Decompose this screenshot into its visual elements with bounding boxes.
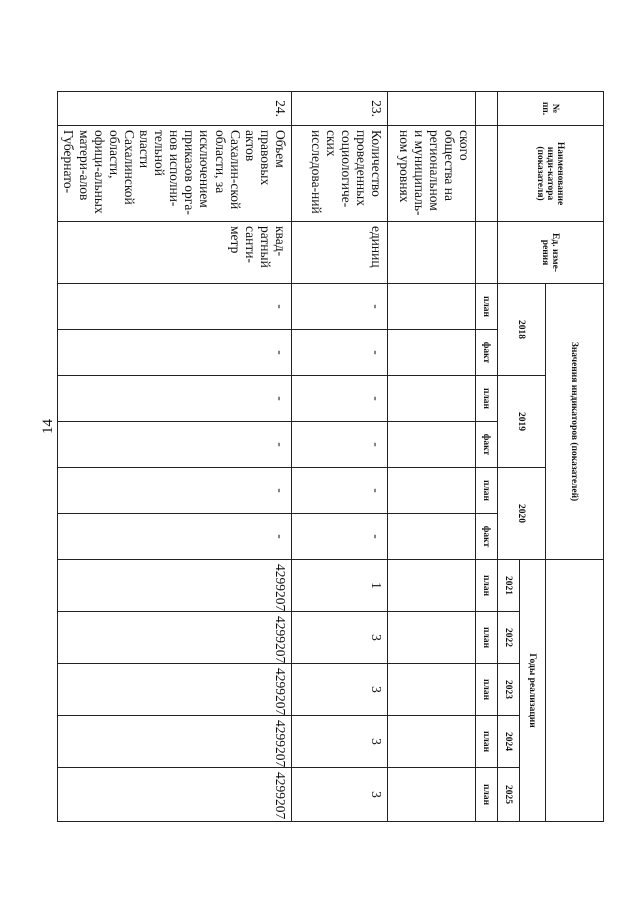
header-2025-plan: план xyxy=(476,768,498,822)
cell-2019-fact xyxy=(388,422,476,468)
header-2020-plan: план xyxy=(476,468,498,514)
header-2020-fact: факт xyxy=(476,514,498,560)
row-unit xyxy=(388,222,476,284)
cell-2022 xyxy=(388,612,476,664)
cell-2021 xyxy=(388,560,476,612)
cell-2019-plan: - xyxy=(292,376,388,422)
header-values-cont xyxy=(546,560,604,822)
cell-2020-plan: - xyxy=(292,468,388,514)
cell-2018-plan xyxy=(388,284,476,330)
cell-2024: 4299207 xyxy=(58,716,292,768)
cell-2025: 4299207 xyxy=(58,768,292,822)
cell-2020-plan: - xyxy=(58,468,292,514)
cell-2020-plan xyxy=(388,468,476,514)
row-num: 24. xyxy=(58,92,292,126)
header-2023: 2023 xyxy=(498,664,520,716)
header-2024-plan: план xyxy=(476,716,498,768)
header-2021-plan: план xyxy=(476,560,498,612)
cell-2019-plan: - xyxy=(58,376,292,422)
table-row xyxy=(58,92,292,822)
cell-2021: 4299207 xyxy=(58,560,292,612)
header-values: Значения индикаторов (показателей) xyxy=(546,284,604,560)
table-row xyxy=(388,92,476,822)
row-num xyxy=(388,92,476,126)
cell-2020-fact: - xyxy=(292,514,388,560)
header-2020: 2020 xyxy=(498,468,546,560)
header-2022-plan: план xyxy=(476,612,498,664)
cell-2018-fact xyxy=(388,330,476,376)
header-2019-fact: факт xyxy=(476,422,498,468)
header-2018: 2018 xyxy=(498,284,546,376)
cell-2019-fact: - xyxy=(58,422,292,468)
cell-2019-plan xyxy=(388,376,476,422)
cell-2024: 3 xyxy=(292,716,388,768)
cell-2022: 4299207 xyxy=(58,612,292,664)
header-unit-blank xyxy=(476,222,498,284)
header-2024: 2024 xyxy=(498,716,520,768)
header-2018-fact: факт xyxy=(476,330,498,376)
row-name: Количество проведенных социологиче-ских исследова-ний xyxy=(292,126,388,222)
header-unit: Ед. изме-рения xyxy=(498,222,604,284)
header-name: Наименование инди-катора (показателя) xyxy=(498,126,604,222)
cell-2025 xyxy=(388,768,476,822)
row-unit: единиц xyxy=(292,222,388,284)
row-unit: квад-ратный санти-метр xyxy=(58,222,292,284)
header-2018-plan: план xyxy=(476,284,498,330)
header-num-blank xyxy=(476,92,498,126)
cell-2019-fact: - xyxy=(292,422,388,468)
row-name: Объем правовых актов Сахалин-ской области, за исключением приказов орга-нов исполни-тельной власти Сахалинской области, офици-альных матери-алов Губернато- xyxy=(58,126,292,222)
header-name-blank xyxy=(476,126,498,222)
cell-2024 xyxy=(388,716,476,768)
header-2025: 2025 xyxy=(498,768,520,822)
cell-2025: 3 xyxy=(292,768,388,822)
header-2023-plan: план xyxy=(476,664,498,716)
cell-2023: 3 xyxy=(292,664,388,716)
table-row xyxy=(292,92,388,822)
header-years: Годы реализации xyxy=(520,560,546,822)
indicators-table xyxy=(57,91,604,822)
cell-2021: 1 xyxy=(292,560,388,612)
header-num: № пп. xyxy=(498,92,604,126)
header-2022: 2022 xyxy=(498,612,520,664)
cell-2018-plan: - xyxy=(58,284,292,330)
cell-2018-plan: - xyxy=(292,284,388,330)
header-2019-plan: план xyxy=(476,376,498,422)
row-name: ского общества на региональном и муниципаль-ном уровнях xyxy=(388,126,476,222)
cell-2022: 3 xyxy=(292,612,388,664)
header-2019: 2019 xyxy=(498,376,546,468)
cell-2020-fact xyxy=(388,514,476,560)
cell-2018-fact: - xyxy=(58,330,292,376)
header-2021: 2021 xyxy=(498,560,520,612)
cell-2018-fact: - xyxy=(292,330,388,376)
page-number: 14 xyxy=(40,419,56,434)
cell-2020-fact: - xyxy=(58,514,292,560)
cell-2023: 4299207 xyxy=(58,664,292,716)
row-num: 23. xyxy=(292,92,388,126)
cell-2023 xyxy=(388,664,476,716)
